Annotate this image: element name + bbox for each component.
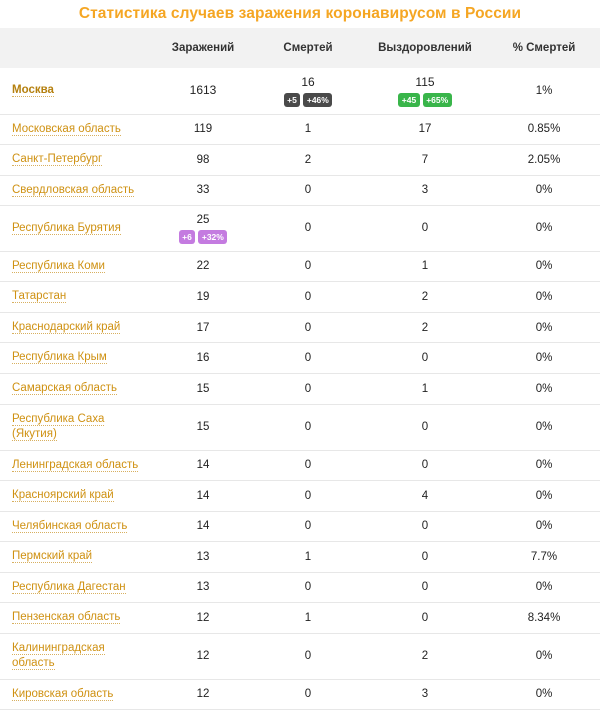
infected-cell bbox=[152, 282, 254, 313]
death-pct-cell: 0% bbox=[488, 343, 600, 374]
value-text: 0 bbox=[421, 459, 429, 472]
infected-cell bbox=[152, 114, 254, 145]
recovered-cell bbox=[362, 404, 488, 450]
value-text: 1 bbox=[421, 260, 429, 273]
value-text: 98 bbox=[196, 153, 210, 166]
value-stack bbox=[305, 259, 311, 273]
table-row bbox=[0, 312, 600, 343]
table-row bbox=[0, 373, 600, 404]
region-cell bbox=[0, 450, 152, 481]
deaths-cell bbox=[254, 404, 362, 450]
value-stack bbox=[305, 649, 311, 663]
death-pct-cell: 0% bbox=[488, 481, 600, 512]
value-text: 4 bbox=[421, 489, 429, 502]
column-header-death-pct[interactable]: % Смертей bbox=[488, 28, 600, 68]
column-header-region[interactable] bbox=[0, 28, 152, 68]
region-cell bbox=[0, 68, 152, 114]
page-header bbox=[0, 0, 600, 28]
value-stack bbox=[179, 213, 228, 244]
value-text: 0 bbox=[304, 520, 312, 533]
table-row bbox=[0, 343, 600, 374]
value-stack bbox=[398, 75, 451, 107]
value-text: 14 bbox=[196, 520, 210, 533]
table-row bbox=[0, 450, 600, 481]
column-header-recovered[interactable]: Выздоровлений bbox=[362, 28, 488, 68]
region-link[interactable]: Республика Коми bbox=[12, 259, 105, 272]
value-stack bbox=[197, 687, 210, 701]
deaths-cell bbox=[254, 175, 362, 206]
badge-row bbox=[284, 93, 333, 107]
table-row bbox=[0, 481, 600, 512]
deaths-cell bbox=[254, 68, 362, 114]
value-text: 0 bbox=[304, 291, 312, 303]
table-row bbox=[0, 572, 600, 603]
value-text: 16 bbox=[196, 352, 210, 365]
region-link[interactable]: Красноярский край bbox=[12, 489, 114, 502]
value-text: 2 bbox=[421, 291, 429, 303]
infected-cell bbox=[152, 206, 254, 252]
deaths-cell bbox=[254, 633, 362, 679]
table-row bbox=[0, 282, 600, 313]
value-text: 13 bbox=[196, 550, 210, 563]
value-text: 2 bbox=[304, 153, 312, 166]
region-link[interactable]: Республика Дагестан bbox=[12, 580, 126, 593]
death-pct-cell: 0.85% bbox=[488, 114, 600, 145]
death-pct-cell: 0% bbox=[488, 175, 600, 206]
recovered-cell bbox=[362, 542, 488, 573]
value-text: 119 bbox=[193, 123, 213, 136]
value-stack bbox=[197, 351, 210, 365]
infected-cell bbox=[152, 511, 254, 542]
death-pct-cell: 1% bbox=[488, 68, 600, 114]
value-text: 7 bbox=[421, 153, 429, 166]
region-cell bbox=[0, 343, 152, 374]
region-link[interactable]: Республика Крым bbox=[12, 351, 107, 364]
region-link[interactable]: Санкт-Петербург bbox=[12, 153, 103, 166]
region-link[interactable]: Самарская область bbox=[12, 381, 117, 394]
value-text: 1 bbox=[304, 611, 312, 624]
value-stack bbox=[197, 290, 210, 304]
region-cell bbox=[0, 404, 152, 450]
deaths-cell bbox=[254, 145, 362, 176]
recovered-cell bbox=[362, 206, 488, 252]
value-stack bbox=[422, 259, 428, 273]
recovered-cell bbox=[362, 572, 488, 603]
value-stack bbox=[422, 153, 428, 167]
death-pct-cell: 0% bbox=[488, 511, 600, 542]
value-text: 0 bbox=[421, 222, 429, 235]
death-pct-cell: 0% bbox=[488, 282, 600, 313]
table-row bbox=[0, 206, 600, 252]
region-link[interactable]: Ленинградская область bbox=[12, 458, 139, 471]
deaths-cell bbox=[254, 312, 362, 343]
infected-cell bbox=[152, 68, 254, 114]
death-pct-cell: 7.7% bbox=[488, 542, 600, 573]
value-text: 16 bbox=[301, 75, 315, 89]
recovered-cell bbox=[362, 511, 488, 542]
region-cell bbox=[0, 282, 152, 313]
region-link[interactable]: Москва bbox=[12, 83, 54, 96]
delta-badge: +46% bbox=[303, 93, 332, 107]
value-stack bbox=[197, 489, 210, 503]
deaths-cell bbox=[254, 206, 362, 252]
region-link[interactable]: Калининградская область bbox=[12, 641, 105, 670]
deaths-cell bbox=[254, 603, 362, 634]
recovered-cell bbox=[362, 145, 488, 176]
value-stack bbox=[419, 122, 432, 136]
value-text: 15 bbox=[196, 382, 210, 395]
value-text: 0 bbox=[421, 550, 429, 563]
deaths-cell bbox=[254, 679, 362, 710]
delta-badge: +45 bbox=[398, 93, 419, 107]
value-stack bbox=[197, 580, 210, 594]
value-stack bbox=[305, 153, 311, 167]
table-row bbox=[0, 542, 600, 573]
value-text: 3 bbox=[421, 184, 429, 197]
deaths-cell bbox=[254, 251, 362, 282]
region-cell bbox=[0, 633, 152, 679]
value-text: 0 bbox=[304, 184, 312, 197]
deaths-cell bbox=[254, 114, 362, 145]
value-text: 0 bbox=[304, 649, 312, 662]
value-text: 0 bbox=[304, 688, 312, 701]
death-pct-cell: 2.05% bbox=[488, 145, 600, 176]
region-cell bbox=[0, 145, 152, 176]
region-cell bbox=[0, 511, 152, 542]
death-pct-cell: 0% bbox=[488, 312, 600, 343]
value-text: 1 bbox=[421, 382, 429, 395]
value-stack bbox=[305, 420, 311, 434]
value-text: 0 bbox=[421, 611, 429, 624]
value-text: 0 bbox=[304, 382, 312, 395]
region-link[interactable]: Челябинская область bbox=[12, 519, 128, 532]
recovered-cell bbox=[362, 282, 488, 313]
value-text: 15 bbox=[196, 420, 210, 433]
region-cell bbox=[0, 481, 152, 512]
value-text: 2 bbox=[421, 321, 429, 334]
death-pct-cell: 0% bbox=[488, 572, 600, 603]
region-cell bbox=[0, 206, 152, 252]
value-text: 0 bbox=[304, 352, 312, 365]
value-text: 0 bbox=[421, 520, 429, 533]
value-stack bbox=[197, 321, 210, 335]
region-cell bbox=[0, 603, 152, 634]
table-row bbox=[0, 114, 600, 145]
region-cell bbox=[0, 312, 152, 343]
value-stack bbox=[197, 153, 210, 167]
value-text: 13 bbox=[196, 581, 210, 594]
infected-cell bbox=[152, 572, 254, 603]
value-stack bbox=[422, 649, 428, 663]
recovered-cell bbox=[362, 114, 488, 145]
value-stack bbox=[197, 183, 210, 197]
value-text: 0 bbox=[304, 581, 312, 594]
value-stack bbox=[305, 519, 311, 533]
infected-cell bbox=[152, 373, 254, 404]
region-cell bbox=[0, 542, 152, 573]
table-row bbox=[0, 679, 600, 710]
recovered-cell bbox=[362, 373, 488, 404]
value-text: 0 bbox=[421, 581, 429, 594]
value-stack bbox=[197, 550, 210, 564]
value-text: 0 bbox=[304, 321, 312, 334]
region-link[interactable]: Кировская область bbox=[12, 687, 114, 700]
deaths-cell bbox=[254, 542, 362, 573]
value-stack bbox=[305, 458, 311, 472]
value-stack bbox=[422, 221, 428, 235]
deaths-cell bbox=[254, 572, 362, 603]
table-row bbox=[0, 404, 600, 450]
value-stack bbox=[422, 290, 428, 304]
infected-cell bbox=[152, 175, 254, 206]
value-stack bbox=[305, 122, 311, 136]
table-row bbox=[0, 145, 600, 176]
table-body bbox=[0, 68, 600, 710]
value-stack bbox=[305, 611, 311, 625]
infected-cell bbox=[152, 603, 254, 634]
value-stack bbox=[422, 580, 428, 594]
recovered-cell bbox=[362, 312, 488, 343]
value-stack bbox=[305, 550, 311, 564]
infected-cell bbox=[152, 145, 254, 176]
value-text: 25 bbox=[196, 214, 210, 227]
value-text: 1 bbox=[304, 550, 312, 563]
value-stack bbox=[422, 550, 428, 564]
recovered-cell bbox=[362, 481, 488, 512]
value-stack bbox=[197, 649, 210, 663]
region-link[interactable]: Пермский край bbox=[12, 550, 93, 563]
value-stack bbox=[305, 321, 311, 335]
value-stack bbox=[305, 382, 311, 396]
death-pct-cell: 0% bbox=[488, 404, 600, 450]
value-text: 0 bbox=[304, 260, 312, 273]
region-cell bbox=[0, 373, 152, 404]
value-stack bbox=[197, 259, 210, 273]
value-text: 22 bbox=[196, 260, 210, 273]
column-header-infected[interactable]: Заражений bbox=[152, 28, 254, 68]
value-stack bbox=[197, 611, 210, 625]
value-text: 0 bbox=[304, 489, 312, 502]
table-row bbox=[0, 251, 600, 282]
value-stack bbox=[305, 290, 311, 304]
recovered-cell bbox=[362, 175, 488, 206]
region-cell bbox=[0, 572, 152, 603]
deaths-cell bbox=[254, 511, 362, 542]
recovered-cell bbox=[362, 251, 488, 282]
value-stack bbox=[197, 519, 210, 533]
infected-cell bbox=[152, 450, 254, 481]
value-stack bbox=[305, 580, 311, 594]
recovered-cell bbox=[362, 603, 488, 634]
table-row bbox=[0, 175, 600, 206]
value-text: 12 bbox=[196, 649, 210, 662]
value-text: 12 bbox=[196, 611, 210, 624]
region-cell bbox=[0, 251, 152, 282]
delta-badge: +32% bbox=[198, 230, 227, 244]
infected-cell bbox=[152, 343, 254, 374]
value-stack bbox=[197, 420, 210, 434]
death-pct-cell: 0% bbox=[488, 679, 600, 710]
deaths-cell bbox=[254, 481, 362, 512]
deaths-cell bbox=[254, 282, 362, 313]
recovered-cell bbox=[362, 633, 488, 679]
region-link[interactable]: Московская область bbox=[12, 122, 121, 135]
value-stack bbox=[422, 183, 428, 197]
infected-cell bbox=[152, 633, 254, 679]
region-cell bbox=[0, 175, 152, 206]
value-stack bbox=[422, 458, 428, 472]
infected-cell bbox=[152, 481, 254, 512]
infected-cell bbox=[152, 312, 254, 343]
recovered-cell bbox=[362, 343, 488, 374]
region-link[interactable]: Краснодарский край bbox=[12, 320, 121, 333]
region-link[interactable]: Свердловская область bbox=[12, 183, 135, 196]
value-text: 0 bbox=[304, 420, 312, 433]
table-row bbox=[0, 633, 600, 679]
value-stack bbox=[305, 183, 311, 197]
badge-row bbox=[398, 93, 451, 107]
value-text: 0 bbox=[304, 459, 312, 472]
value-stack bbox=[305, 687, 311, 701]
death-pct-cell: 0% bbox=[488, 206, 600, 252]
table-header-row bbox=[0, 28, 600, 68]
region-link[interactable]: Пензенская область bbox=[12, 611, 121, 624]
deaths-cell bbox=[254, 450, 362, 481]
table-header bbox=[0, 28, 600, 68]
value-text: 14 bbox=[196, 459, 210, 472]
value-text: 33 bbox=[196, 184, 210, 197]
delta-badge: +65% bbox=[423, 93, 452, 107]
value-stack bbox=[422, 382, 428, 396]
covid-stats-table bbox=[0, 28, 600, 710]
value-stack bbox=[422, 489, 428, 503]
value-stack bbox=[422, 351, 428, 365]
column-header-deaths[interactable]: Смертей bbox=[254, 28, 362, 68]
page-title: Статистика случаев заражения коронавирусом в России bbox=[78, 4, 522, 22]
death-pct-cell: 0% bbox=[488, 633, 600, 679]
deaths-cell bbox=[254, 343, 362, 374]
death-pct-cell: 8.34% bbox=[488, 603, 600, 634]
value-stack bbox=[197, 458, 210, 472]
delta-badge: +5 bbox=[284, 93, 301, 107]
recovered-cell bbox=[362, 679, 488, 710]
death-pct-cell: 0% bbox=[488, 450, 600, 481]
value-text: 3 bbox=[421, 688, 429, 701]
table-row bbox=[0, 68, 600, 114]
value-stack bbox=[194, 122, 212, 136]
delta-badge: +6 bbox=[179, 230, 196, 244]
region-cell bbox=[0, 679, 152, 710]
value-text: 0 bbox=[421, 420, 429, 433]
value-stack bbox=[305, 221, 311, 235]
value-text: 115 bbox=[415, 75, 435, 89]
value-stack bbox=[422, 420, 428, 434]
value-text: 1 bbox=[304, 123, 312, 136]
region-link[interactable]: Республика Бурятия bbox=[12, 221, 121, 234]
infected-cell bbox=[152, 251, 254, 282]
deaths-cell bbox=[254, 373, 362, 404]
value-text: 19 bbox=[196, 291, 210, 303]
value-stack bbox=[422, 611, 428, 625]
infected-cell bbox=[152, 679, 254, 710]
value-text: 17 bbox=[196, 321, 210, 334]
value-stack bbox=[190, 83, 217, 98]
value-stack bbox=[305, 351, 311, 365]
value-text: 0 bbox=[421, 352, 429, 365]
value-text: 12 bbox=[196, 688, 210, 701]
recovered-cell bbox=[362, 450, 488, 481]
value-text: 17 bbox=[418, 123, 432, 136]
value-text: 0 bbox=[304, 222, 312, 235]
table-row bbox=[0, 603, 600, 634]
value-text: 2 bbox=[421, 649, 429, 662]
table-row bbox=[0, 511, 600, 542]
infected-cell bbox=[152, 542, 254, 573]
region-link[interactable]: Татарстан bbox=[12, 290, 67, 303]
death-pct-cell: 0% bbox=[488, 373, 600, 404]
value-text: 14 bbox=[196, 489, 210, 502]
value-stack bbox=[284, 75, 333, 107]
value-stack bbox=[422, 687, 428, 701]
value-stack bbox=[422, 321, 428, 335]
badge-row bbox=[179, 230, 228, 244]
death-pct-cell: 0% bbox=[488, 251, 600, 282]
region-cell bbox=[0, 114, 152, 145]
infected-cell bbox=[152, 404, 254, 450]
value-stack bbox=[305, 489, 311, 503]
value-stack bbox=[197, 382, 210, 396]
region-link[interactable]: Республика Саха (Якутия) bbox=[12, 412, 105, 441]
recovered-cell bbox=[362, 68, 488, 114]
value-stack bbox=[422, 519, 428, 533]
value-text: 1613 bbox=[189, 83, 217, 98]
